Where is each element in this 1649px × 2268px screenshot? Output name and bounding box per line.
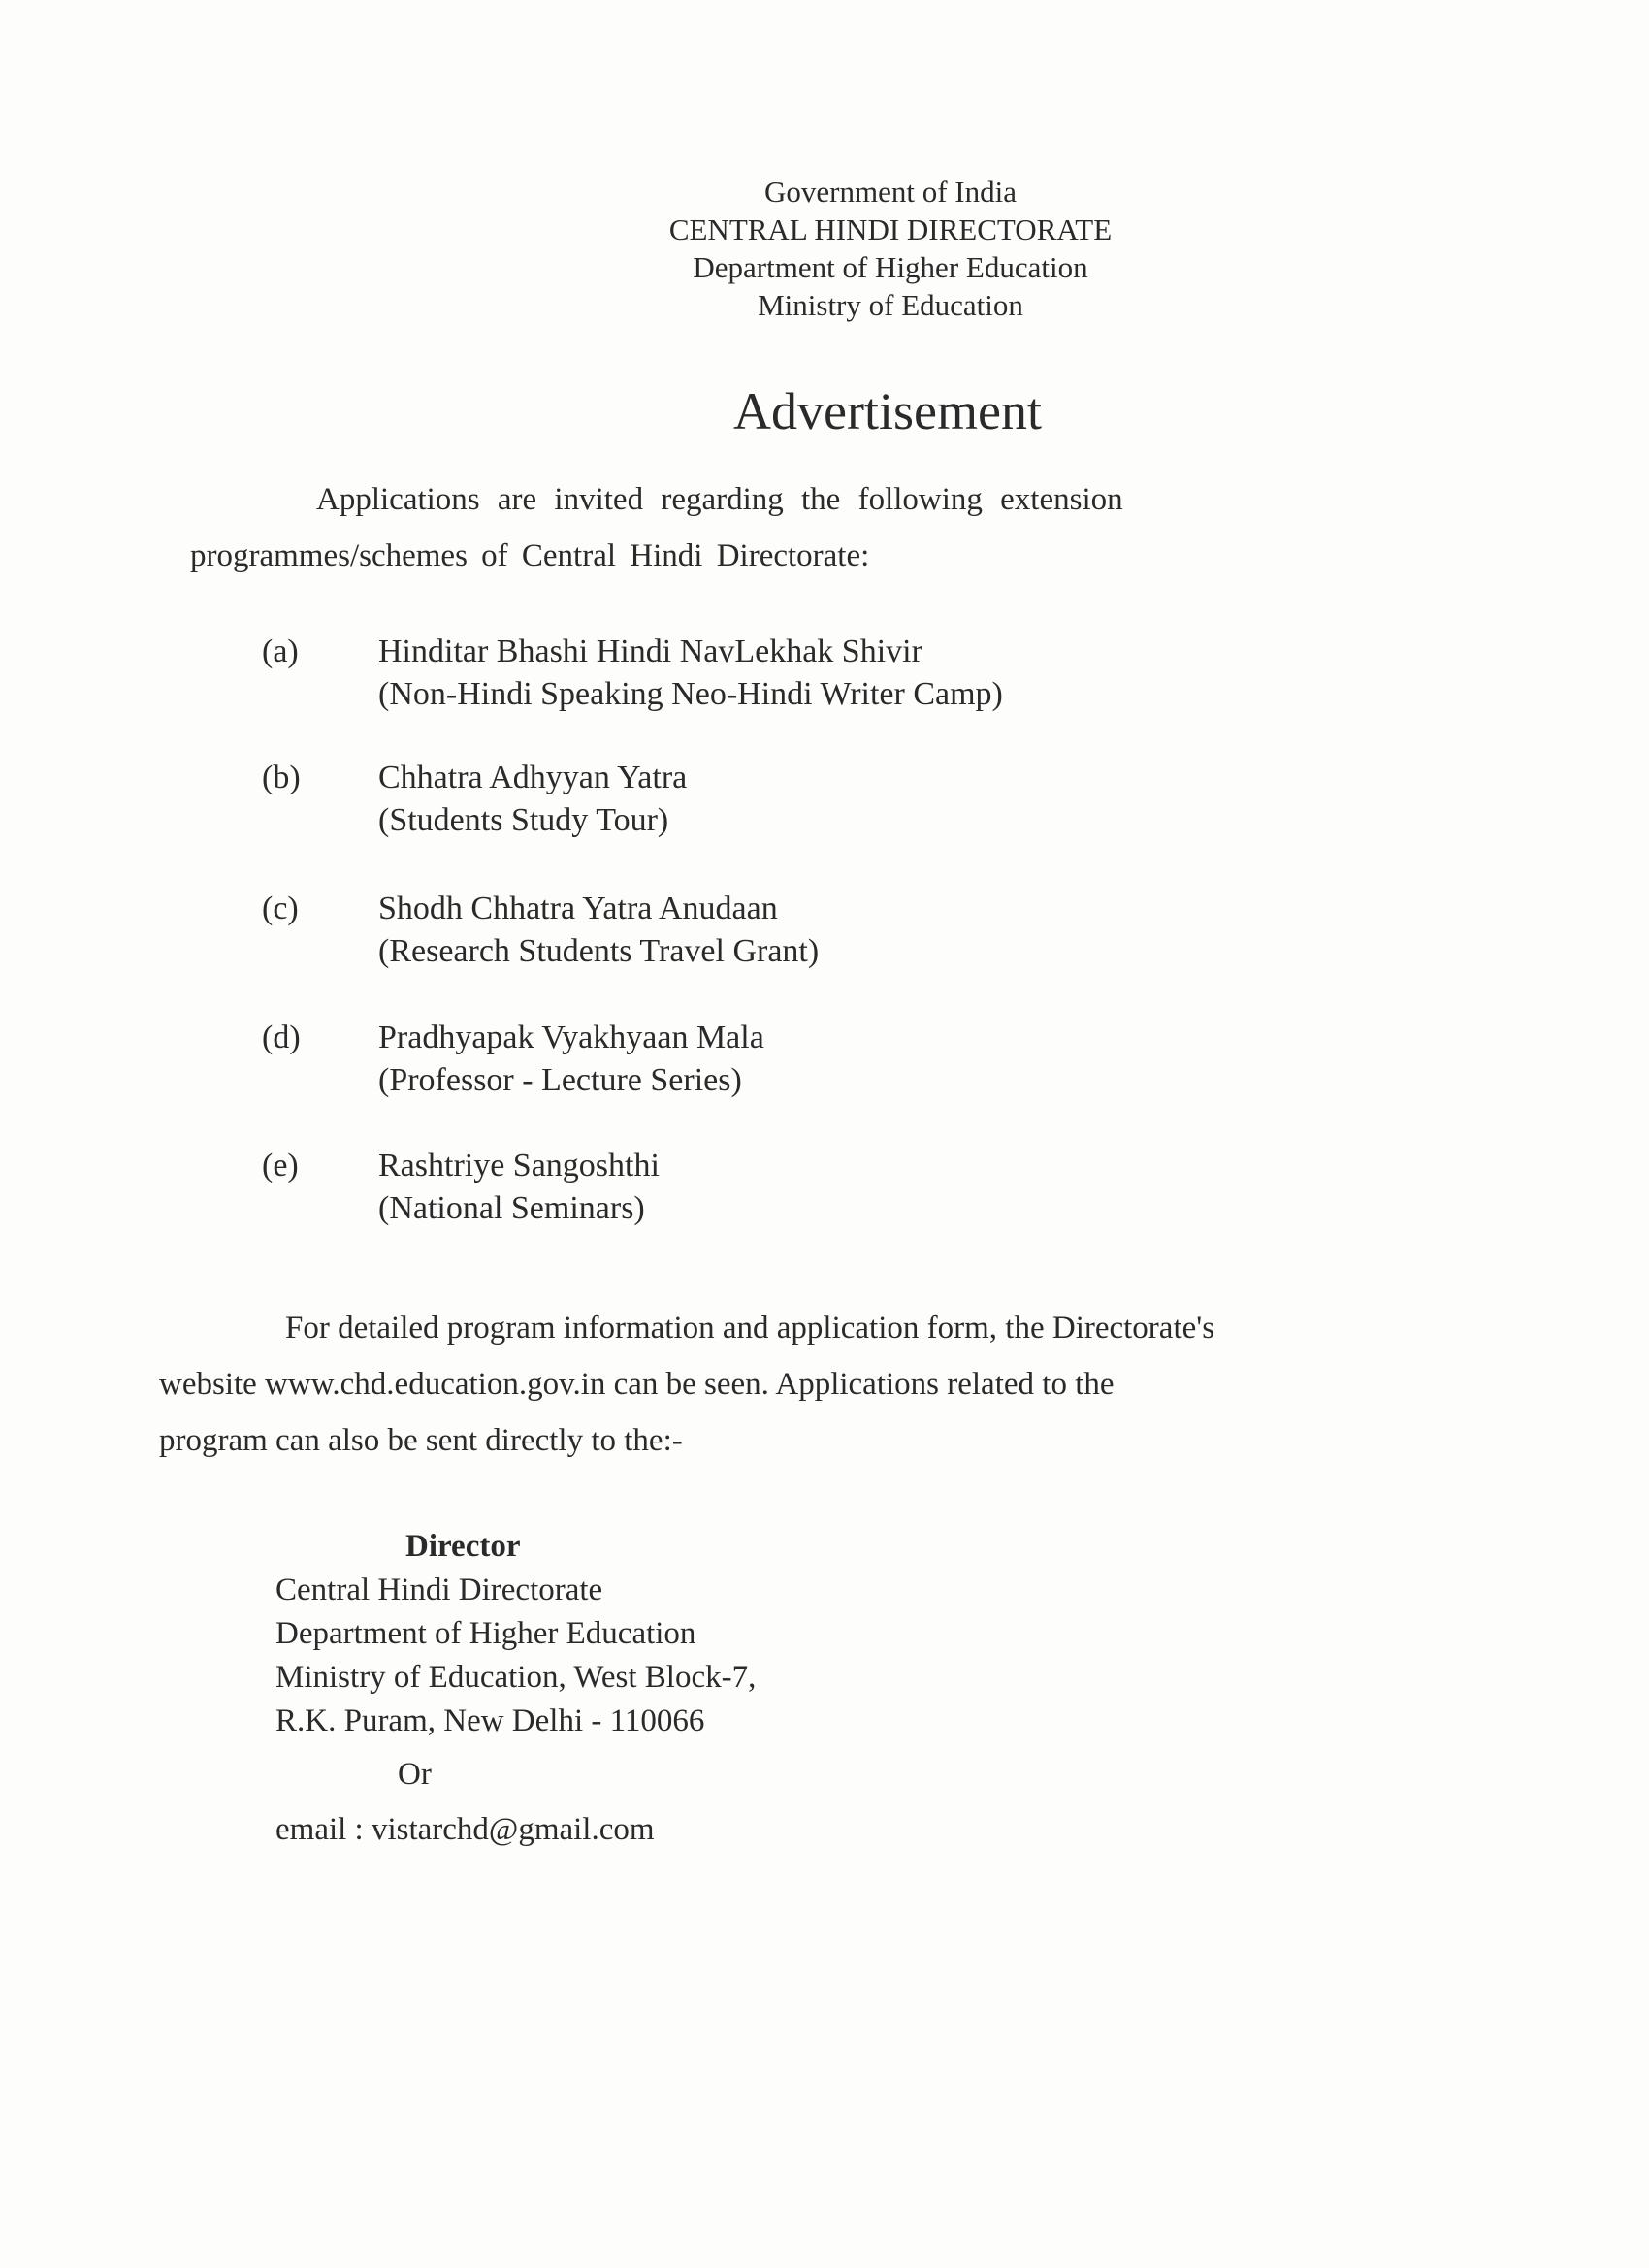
address-line-4: R.K. Puram, New Delhi - 110066 [275,1703,705,1738]
scheme-translation: (Research Students Travel Grant) [378,933,820,969]
intro-line-1: Applications are invited regarding the following extension [316,482,1123,517]
page-title-text: Advertisement [733,382,1042,440]
letterhead-government: Government of India [764,175,1017,209]
intro-line-2: programmes/schemes of Central Hindi Directorate: [190,538,870,573]
scheme-name: Chhatra Adhyyan Yatra [378,760,688,795]
scheme-marker: (c) [262,891,299,926]
letterhead-department: Department of Higher Education [693,250,1088,284]
letterhead-directorate: CENTRAL HINDI DIRECTORATE [668,212,1113,246]
scheme-marker: (a) [262,633,299,669]
scheme-name: Pradhyapak Vyakhyaan Mala [378,1020,764,1055]
scheme-translation: (Non-Hindi Speaking Neo-Hindi Writer Camp) [378,676,1003,712]
intro-paragraph [190,471,1218,584]
address-or: Or [398,1757,432,1792]
address-block [275,1525,756,1852]
scheme-translation: (Students Study Tour) [378,802,669,838]
info-paragraph [159,1300,1401,1469]
address-line-3: Ministry of Education, West Block-7, [275,1660,757,1695]
address-line-2: Department of Higher Education [275,1616,696,1651]
scheme-translation: (Professor - Lecture Series) [378,1062,742,1098]
letterhead [0,173,1649,324]
address-line-1: Central Hindi Directorate [275,1572,603,1607]
letterhead-ministry: Ministry of Education [758,288,1023,322]
scheme-name: Hinditar Bhashi Hindi NavLekhak Shivir [378,633,922,669]
page-title [0,380,1649,442]
scheme-marker: (d) [262,1020,301,1055]
scheme-marker: (b) [262,760,301,795]
info-line-1: For detailed program information and application form, the Directorate's [285,1311,1215,1345]
scheme-name: Rashtriye Sangoshthi [378,1148,660,1183]
scheme-marker: (e) [262,1148,299,1183]
contact-email: email : vistarchd@gmail.com [275,1812,655,1847]
scheme-translation: (National Seminars) [378,1190,645,1226]
info-line-2: website www.chd.education.gov.in can be seen. Applications related to the [159,1367,1115,1402]
address-title: Director [405,1529,521,1564]
info-line-3: program can also be sent directly to the:- [159,1423,683,1458]
scheme-name: Shodh Chhatra Yatra Anudaan [378,891,778,926]
